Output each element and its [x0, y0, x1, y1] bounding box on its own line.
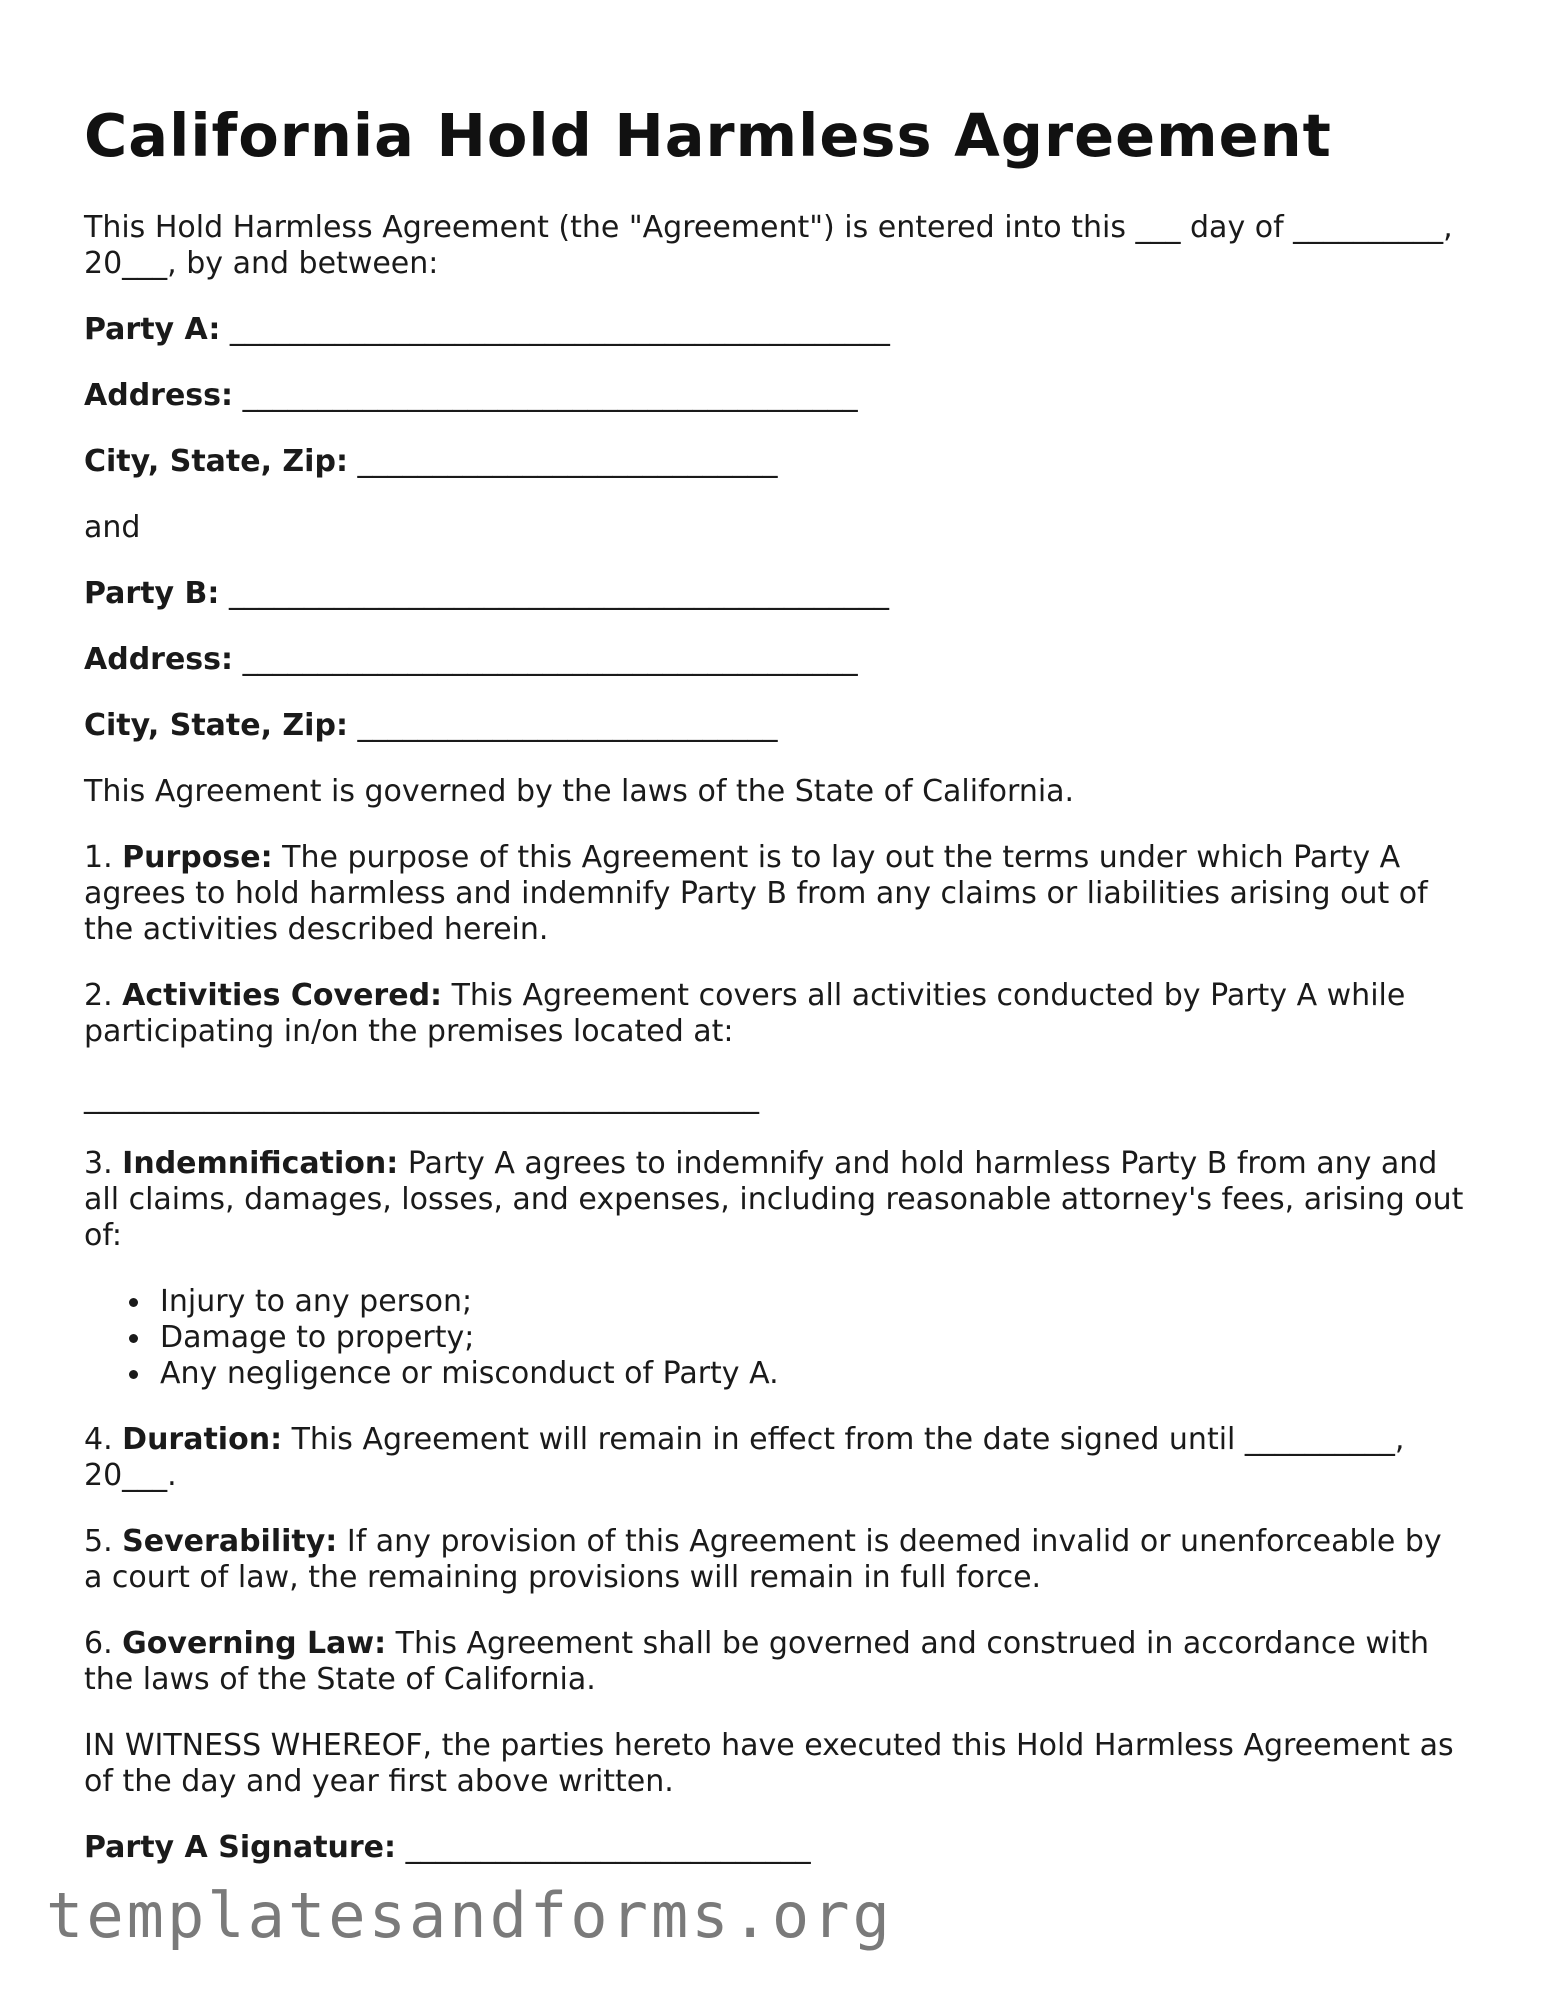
party-b-city-line — [84, 708, 1464, 744]
section-number: 3. — [84, 1146, 113, 1181]
party-b-address-blank[interactable]: _________________________________________ — [242, 642, 858, 677]
party-b-name-label: Party B: — [84, 576, 220, 611]
section-governing-law — [84, 1626, 1464, 1698]
party-b-name-blank[interactable]: ____________________________________________ — [228, 576, 889, 611]
section-number: 1. — [84, 840, 113, 875]
party-a-city-blank[interactable]: ____________________________ — [357, 444, 778, 479]
witness-paragraph: IN WITNESS WHEREOF, the parties hereto have executed this Hold Harmless Agreement as of the day and year first above written. — [84, 1728, 1454, 1799]
party-a-name-label: Party A: — [84, 312, 221, 347]
party-b-city-label: City, State, Zip: — [84, 708, 348, 743]
premises-blank[interactable]: _____________________________________________ — [84, 1080, 759, 1115]
party-b-address-label: Address: — [84, 642, 234, 677]
party-a-address-blank[interactable]: _________________________________________ — [242, 378, 858, 413]
list-item: Damage to property; — [160, 1320, 1464, 1356]
section-heading: Duration: — [122, 1422, 283, 1457]
section-text: Party A agrees to indemnify and hold harmless Party B from any and all claims, damages, losses, and expenses, including reasonable attorney's fees, arising out of: — [84, 1146, 1464, 1253]
document-title: California Hold Harmless Agreement — [84, 101, 1332, 170]
section-text: This Agreement shall be governed and construed in accordance with the laws of the State of California. — [84, 1626, 1429, 1697]
section-heading: Indemnification: — [122, 1146, 399, 1181]
list-item: Injury to any person; — [160, 1284, 1464, 1320]
section-number: 2. — [84, 978, 113, 1013]
party-b-name-line — [84, 576, 1464, 612]
claims-list — [84, 1284, 1464, 1392]
party-b-address-line — [84, 642, 1464, 678]
party-a-address-label: Address: — [84, 378, 234, 413]
signature-line — [84, 1830, 1464, 1866]
and-text: and — [84, 510, 141, 545]
party-a-city-label: City, State, Zip: — [84, 444, 348, 479]
section-heading: Governing Law: — [122, 1626, 387, 1661]
section-text: The purpose of this Agreement is to lay out the terms under which Party A agrees to hold harmless and indemnify Party B from any claims or liabilities arising out of the activities described herein. — [84, 840, 1428, 947]
party-a-name-line — [84, 312, 1464, 348]
party-a-name-blank[interactable]: ____________________________________________ — [229, 312, 890, 347]
intro-paragraph: This Hold Harmless Agreement (the "Agreement") is entered into this ___ day of __________, 20___, by and between: — [84, 210, 1453, 281]
section-duration — [84, 1422, 1464, 1494]
section-text: If any provision of this Agreement is deemed invalid or unenforceable by a court of law, the remaining provisions will remain in full force. — [84, 1524, 1442, 1595]
section-number: 4. — [84, 1422, 113, 1457]
section-indemnification — [84, 1146, 1464, 1254]
section-activities — [84, 978, 1464, 1050]
section-text: This Agreement covers all activities conducted by Party A while participating in/on the premises located at: — [84, 978, 1406, 1049]
section-heading: Activities Covered: — [122, 978, 443, 1013]
list-item: Any negligence or misconduct of Party A. — [160, 1356, 1464, 1392]
document-page — [84, 100, 1464, 1866]
section-purpose — [84, 840, 1464, 948]
party-b-city-blank[interactable]: ____________________________ — [357, 708, 778, 743]
party-a-city-line — [84, 444, 1464, 480]
section-number: 6. — [84, 1626, 113, 1661]
signature-blank[interactable]: ___________________________ — [405, 1830, 811, 1865]
signature-label: Party A Signature: — [84, 1830, 397, 1865]
section-heading: Purpose: — [122, 840, 273, 875]
watermark-text: templatesandforms.org — [46, 1879, 893, 1952]
section-number: 5. — [84, 1524, 113, 1559]
party-a-address-line — [84, 378, 1464, 414]
section-heading: Severability: — [122, 1524, 338, 1559]
section-text: This Agreement will remain in effect from the date signed until __________, 20___. — [84, 1422, 1405, 1493]
governed-statement: This Agreement is governed by the laws of the State of California. — [84, 774, 1075, 809]
section-severability — [84, 1524, 1464, 1596]
